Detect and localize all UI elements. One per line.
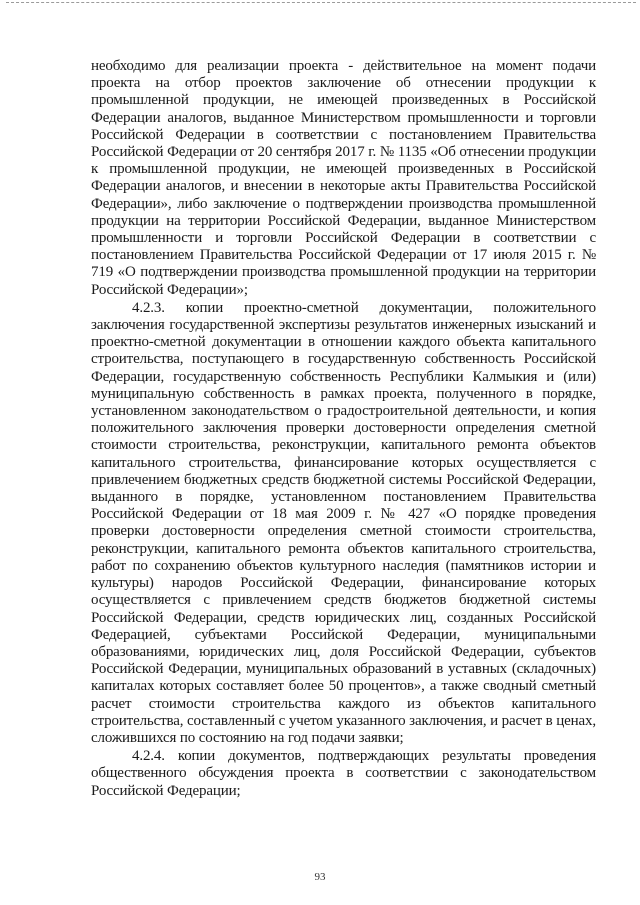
document-page — [91, 58, 596, 800]
paragraph-4-2-3: 4.2.3. копии проектно-сметной документации, положительного заключения государственной экспертизы результатов инженерных изысканий и проектно-сметной документации в отношении каждого объекта капитального строительства, поступающего в государственную собственность Российской Федерации, государственную собственность Республики Калмыкия и (или) муниципальную собственность в рамках проекта, полученного в порядке, установленном законодательством о градостроительной деятельности, и копия положительного заключения проверки достоверности определения сметной стоимости строительства, реконструкции, капитального ремонта объектов капитального строительства, финансирование которых осуществляется с привлечением бюджетных средств бюджетной системы Российской Федерации, выданного в порядке, установленном постановлением Правительства Российской Федерации от 18 мая 2009 г. № 427 «О порядке проведения проверки достоверности определения сметной стоимости строительства, реконструкции, капитального ремонта объектов капитального строительства, работ по сохранению объектов культурного наследия (памятников истории и культуры) народов Российской Федерации, финансирование которых осуществляется с привлечением средств бюджетов бюджетной системы Российской Федерации, средств юридических лиц, созданных Российской Федерацией, субъектами Российской Федерации, муниципальными образованиями, юридических лиц, доля Российской Федерации, субъектов Российской Федерации, муниципальных образований в уставных (складочных) капиталах которых составляет более 50 процентов», а также сводный сметный расчет стоимости строительства каждого из объектов капитального строительства, составленный с учетом указанного заключения, и расчет в ценах, сложившихся по состоянию на год подачи заявки; — [91, 299, 596, 746]
paragraph-continuation: необходимо для реализации проекта - действительное на момент подачи проекта на отбор проектов заключение об отнесении продукции к промышленной продукции, не имеющей произведенных в Российской Федерации аналогов, выданное Министерством промышленности и торговли Российской Федерации в соответствии с постановлением Правительства Российской Федерации от 20 сентября 2017 г. № 1135 «Об отнесении продукции к промышленной продукции, не имеющей произведенных в Российской Федерации аналогов, и внесении в некоторые акты Правительства Российской Федерации», либо заключение о подтверждении производства промышленной продукции на территории Российской Федерации, выданное Министерством промышленности и торговли Российской Федерации в соответствии с постановлением Правительства Российской Федерации от 17 июля 2015 г. № 719 «О подтверждении производства промышленной продукции на территории Российской Федерации»; — [91, 58, 596, 298]
paragraph-4-2-4: 4.2.4. копии документов, подтверждающих результаты проведения общественного обсуждения проекта в соответствии с законодательством Российской Федерации; — [91, 748, 596, 799]
scan-top-edge — [6, 2, 636, 3]
page-number: 93 — [314, 871, 326, 883]
